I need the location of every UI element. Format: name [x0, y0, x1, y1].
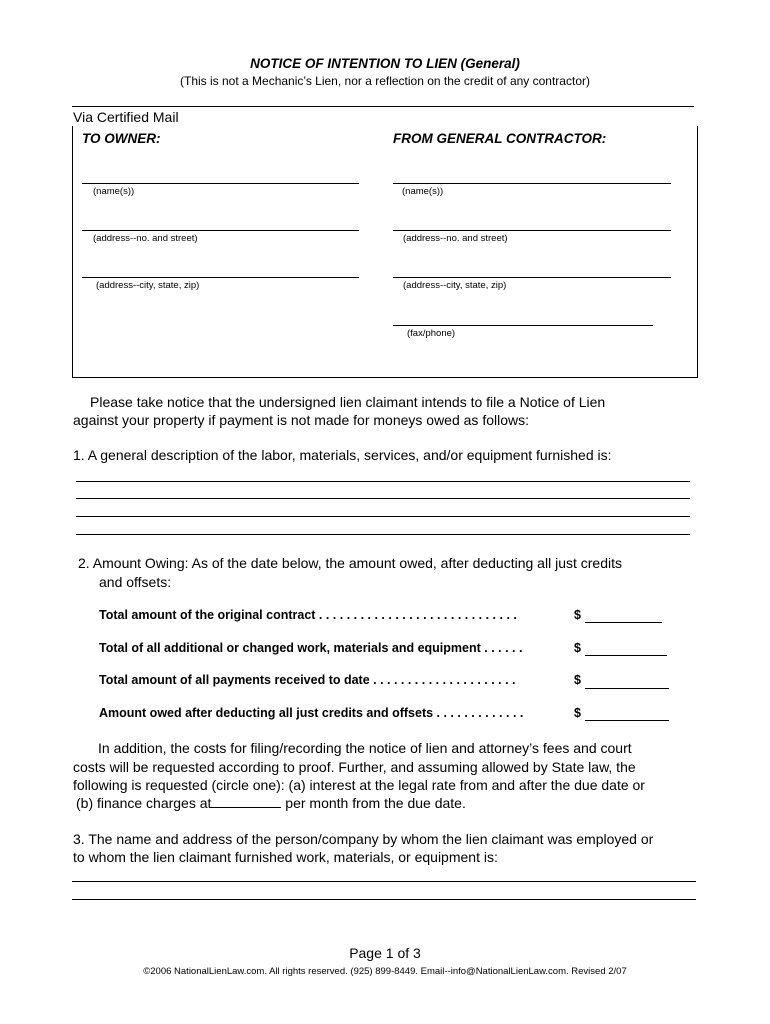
owner-city-field[interactable] — [82, 277, 359, 278]
contractor-fax-field[interactable] — [393, 325, 653, 326]
copyright-notice: ©2006 NationalLienLaw.com. All rights reserved. (925) 899-8449. Email--info@NationalLienLaw.com. Revised 2/07 — [143, 966, 627, 977]
description-line-1[interactable] — [76, 481, 690, 482]
document-title: NOTICE OF INTENTION TO LIEN (General) — [250, 56, 520, 71]
owner-names-label: (name(s)) — [93, 186, 135, 197]
section-2-line-1: 2. Amount Owing: As of the date below, the amount owed, after deducting all just credits — [78, 555, 622, 571]
addition-line-1: In addition, the costs for filing/recording the notice of lien and attorney’s fees and court — [98, 740, 632, 756]
addition-line-4 — [76, 794, 466, 813]
contractor-names-label: (name(s)) — [402, 186, 444, 197]
original-contract-amount-field[interactable] — [585, 622, 662, 623]
currency-sign: $ — [574, 706, 581, 720]
amount-row-label: Total of all additional or changed work, materials and equipment . . . . . . — [99, 641, 523, 655]
contractor-city-label: (address--city, state, zip) — [403, 280, 507, 291]
owner-city-label: (address--city, state, zip) — [96, 280, 200, 291]
finance-charges-label: (b) finance charges at — [76, 795, 212, 811]
amount-row-label: Amount owed after deducting all just credits and offsets . . . . . . . . . . . . . — [99, 706, 524, 720]
addition-line-2: costs will be requested according to proof. Further, and assuming allowed by State law, the — [73, 759, 636, 775]
contractor-city-field[interactable] — [393, 277, 671, 278]
amount-row-label: Total amount of the original contract . . . . . . . . . . . . . . . . . . . . . . . . . . . . . — [99, 608, 517, 622]
description-line-3[interactable] — [76, 516, 690, 517]
currency-sign: $ — [574, 673, 581, 687]
owner-street-label: (address--no. and street) — [93, 233, 198, 244]
contractor-names-field[interactable] — [393, 183, 671, 184]
finance-rate-field[interactable] — [211, 794, 281, 808]
owner-heading: TO OWNER: — [82, 131, 161, 146]
payments-received-amount-field[interactable] — [585, 688, 669, 689]
contractor-fax-label: (fax/phone) — [407, 328, 456, 339]
notice-line-1: Please take notice that the undersigned lien claimant intends to file a Notice of Lien — [90, 394, 606, 410]
description-line-2[interactable] — [76, 498, 690, 499]
notice-line-2: against your property if payment is not made for moneys owed as follows: — [73, 412, 529, 428]
contractor-street-label: (address--no. and street) — [403, 233, 508, 244]
section-3-line-2: to whom the lien claimant furnished work, materials, or equipment is: — [73, 849, 498, 865]
owner-street-field[interactable] — [82, 230, 359, 231]
delivery-method: Via Certified Mail — [73, 109, 179, 125]
section-3-line-1: 3. The name and address of the person/company by whom the lien claimant was employed or — [73, 831, 654, 847]
section-1-text: 1. A general description of the labor, materials, services, and/or equipment furnished is: — [73, 447, 612, 463]
owner-names-field[interactable] — [82, 183, 359, 184]
finance-charges-suffix: per month from the due date. — [285, 795, 466, 811]
additional-work-amount-field[interactable] — [585, 655, 667, 656]
section-2-line-2: and offsets: — [99, 574, 172, 590]
document-subtitle: (This is not a Mechanic’s Lien, nor a reflection on the credit of any contractor) — [180, 74, 590, 88]
employer-line-1[interactable] — [72, 881, 696, 882]
contractor-heading: FROM GENERAL CONTRACTOR: — [393, 131, 607, 146]
amount-owed-field[interactable] — [585, 720, 669, 721]
currency-sign: $ — [574, 608, 581, 622]
header-rule — [72, 106, 694, 107]
currency-sign: $ — [574, 641, 581, 655]
contractor-street-field[interactable] — [393, 230, 671, 231]
amount-row-label: Total amount of all payments received to date . . . . . . . . . . . . . . . . . . . . . — [99, 673, 516, 687]
employer-line-2[interactable] — [72, 899, 696, 900]
description-line-4[interactable] — [76, 534, 690, 535]
addition-line-3: following is requested (circle one): (a) interest at the legal rate from and after the due date or — [73, 777, 645, 793]
page-number: Page 1 of 3 — [349, 945, 421, 961]
address-box — [72, 126, 698, 378]
